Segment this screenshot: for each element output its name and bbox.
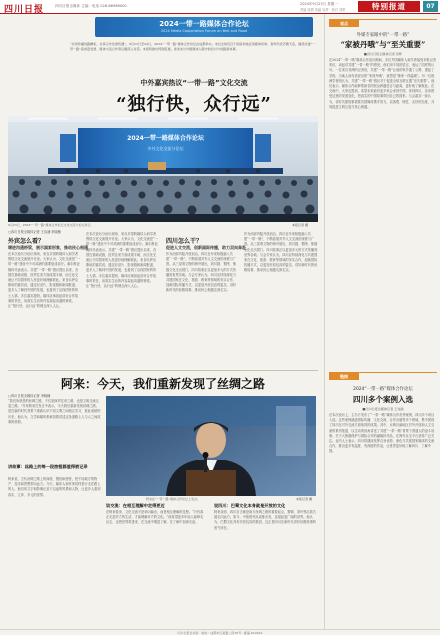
page-number: 07 [423,1,438,12]
sidebar-byline-2: ■四川日报全媒体记者 王诗涵 [362,407,404,411]
newspaper-logo: 四川日报 [4,5,45,15]
forum-banner [95,17,313,37]
speaker-photo-credit: 本报记者 摄 [296,497,312,501]
feature-byline: □四川日报全媒体记者 李晓楠 [8,394,51,398]
sidebar-column [324,14,440,635]
section1-body-col2: 在本次论坛分论坛现场，来自多国的媒体人和学者围绕文化交流展开讨论。大家认为，文化交流是“一带一路”建设中不可或缺的重要组成部分。塞尔维亚媒体代表表示，共建“一带一路”倡议提出以来，各国在基础设施、经贸往来方面成果丰硕，而文化交流让不同国家的人民更好地理解彼此。来自哈萨克斯坦的嘉宾说，通过纪录片、影视剧和新闻报道，更多人了解到中国的发展，也看到了沿线国家的风土人情。多位嘉宾提到，媒体应承担起讲好合作故事的责任，用真实生动的内容架起沟通的桥梁，让“独行快，众行远”的理念深入人心。 [86,232,158,289]
section1-subheading: 增进沟通桥梁，展示国家形象，推动民心相通 [8,245,88,250]
header-info: 四川日报全媒体 主编 · 电话 028-86968000 [55,4,127,8]
editor-credits: 责编 周倩 美编 吴梦 · 校对 刘思 [300,8,346,12]
feature-body-a: 阿来说，古代丝绸之路上的商旅、僧侣和使者，把不同地方的物产、技术和思想带向远方。今天，媒体人和作家同样是行走在路上的人，他们用文字和影像记录下沿途的风景和人物，让更多人看到真实、立体、多元的世界。 [8,477,101,497]
issue-date: 2024年9月23日 星期一 [300,1,338,6]
sidebar-title-1: “家被丹哦”与“至关重要” [340,40,426,49]
sidebar-tag-opinion: 观点 [329,20,359,27]
forum-photo [8,116,318,222]
feature-subhead-b: 谈交流：在相互理解中走得更近 [106,503,165,508]
page-footer: 四川日报社出版 · 地址：成都市红星路二段70号 · 邮编 610012 [0,629,440,635]
sidebar-byline-1: ■四川日报全媒体记者 吴梦 [364,52,402,56]
forum-scene-illustration [8,116,318,222]
sidebar-kicker-2: 2024“一带一路”媒体合作论坛 [353,387,413,392]
section-divider [8,370,318,371]
section2-body-col1: 作为西部内陆开放前沿，四川近年来积极融入共建“一带一路”，不断拓展对外人文交流的深度与广度。从三星堆文物的海外展出，到川剧、蜀绣、熊猫文化走出国门，四川故事正以更加多元的方式传播到世界各地。与会专家认为，四川应持续深化与共建国家在文化、旅游、教育等领域的务实合作，创新国际传播方式，以更加开放包容的姿态，讲好新时代的丝路故事，推动民心相通走深走实。 [166,252,237,293]
section2-heading: 四川怎么干？ [166,238,203,245]
section-label: 特别报道 [358,1,420,12]
feature-subhead-a: 讲故事：丝路上的每一段旅程都值得被记录 [8,464,88,469]
section2-subheading: 促进人文交流，创新国际传播，助力双向奔赴 [166,245,246,250]
section1-heading: 外宾怎么看？ [8,238,45,245]
speaker-photo [106,396,316,496]
speaker-illustration [106,396,316,496]
banner-subtitle: 2024 Media Cooperation Forum on Belt and Road [160,29,248,33]
screen-title: 2024一带一路媒体合作论坛 [127,135,204,142]
page-header [0,0,440,14]
feature-body-b: 在阿来看来，文化交流不是单向输出，而是相互理解的过程。“只有真正走进对方的生活，才能理解对方的文化。”他希望更多年轻人能够走出去，也把世界带进来，在交流中增进了解，在了解中加深友谊。 [106,510,204,525]
main-headline: “独行快，众行远” [116,94,272,115]
sidebar-kicker-1: 外媒专家眼中的“一带一路” [356,33,410,38]
feature-headline: 阿来：今天，我们重新发现了丝绸之路 [60,377,265,391]
sidebar-body-2: 在本次论坛上，主办方发布了“一带一路”媒体合作优秀案例，四川多个项目入选。这些案例涵盖国际传播、文化交流、合作出版等多个领域，集中展现了四川在对外交流方面取得的成果。其中，反映川渝地区对外开放和人文交流的系列报道，以生动的视角讲述了共建“一带一路”背景下普通人的奋斗故事；关于大熊猫保护与国际合作的融媒体作品，在海外社交平台获得广泛关注。业内人士表示，四川将继续发挥自身优势，深化与共建国家媒体的交流合作，推出更多有温度、有深度的作品，让世界更好地了解四川、了解中国。 [329,413,435,454]
byline: □四川日报全媒体记者 王诗涵 李晓楠 [8,230,61,234]
section1-body-col1: 在本次论坛分论坛现场，来自多国的媒体人和学者围绕文化交流展开讨论。大家认为，文化交流是“一带一路”建设中不可或缺的重要组成部分。塞尔维亚媒体代表表示，共建“一带一路”倡议提出以来，各国在基础设施、经贸往来方面成果丰硕，而文化交流让不同国家的人民更好地理解彼此。来自哈萨克斯坦的嘉宾说，通过纪录片、影视剧和新闻报道，更多人了解到中国的发展，也看到了沿线国家的风土人情。多位嘉宾提到，媒体应承担起讲好合作故事的责任，用真实生动的内容架起沟通的桥梁，让“独行快，众行远”的理念深入人心。 [8,252,80,309]
banner-title: 2024一带一路媒体合作论坛 [159,20,249,28]
screen-subtitle: 中外文化交流分论坛 [147,146,184,151]
feature-body-c: 阿来谈到，四川自古就是南方丝绸之路的重要起点，蜀锦、茶叶等沿着古道走向远方。如今，中欧班列从成都出发，连接起更广阔的世界。他认为，巴蜀文化具有开放包容的基因，这正是四川在新时代讲好丝路故事的底气所在。 [214,510,316,530]
sidebar-tag-link: 链接 [329,373,359,380]
intro-paragraph: “共同传播丝路精彩，共享合作发展机遇”。9月23日至24日，2024“一带一路”媒体合作论坛在成都举办。来自全球近百个国家和地区的媒体机构、智库代表齐聚天府，围绕共建“一带一路”高质量发展、媒体交流合作等议题深入对话。本报特推出特别报道，讲述来川外国媒体人眼中的四川与丝路新故事。 [70,42,316,51]
photo-credit: 本报记者 摄 [292,223,308,227]
main-kicker: 中外嘉宾热议“一带一路”文化交流 [140,79,248,87]
feature-subhead-c: 说四川：巴蜀文化本身就是开放的文化 [214,503,286,508]
sidebar-title-2: 四川多个案例入选 [353,395,413,404]
section2-body-col2: 作为西部内陆开放前沿，四川近年来积极融入共建“一带一路”，不断拓展对外人文交流的深度与广度。从三星堆文物的海外展出，到川剧、蜀绣、熊猫文化走出国门，四川故事正以更加多元的方式传播到世界各地。与会专家认为，四川应持续深化与共建国家在文化、旅游、教育等领域的务实合作，创新国际传播方式，以更加开放包容的姿态，讲好新时代的丝路故事，推动民心相通走深走实。 [244,232,318,273]
photo-caption: 9月23日，2024“一带一路”媒体合作论坛文化交流分论坛举行。 [8,223,94,227]
sidebar-body-1: 在2024“一带一路”媒体合作论坛期间，多位外国媒体人和学者接受本报记者采访，谈起对共建“一带一路”的感受。他们用不同的语言，表达了同样的认可。一位来自非洲的记者说，共建“一带一路”让他的家乡通了公路、建起了学校，当地人用母语说出的“家被丹哦”，意思是“像家一样温暖”。另一位欧洲学者则认为，共建“一带一路”倡议对于促进全球互联互通“至关重要”。他们表示，媒体合作能够帮助各国民众跨越语言与距离，更好地了解彼此。在交流中，大家也提到，希望未来能有更多机会来到中国、来到四川，亲身感受这里的发展变化，把真实的中国故事带回自己的国家。与会嘉宾一致认为，讲好共建故事需要各国媒体携手努力，以客观、理性、友好的态度，共同促进文明互鉴与民心相通。 [329,58,436,109]
speaker-photo-caption: 阿来在“一带一路”媒体合作论坛上发言。 [146,497,201,501]
feature-intro: “我们所熟悉的丝绸之路，不仅是商贸往来之路，也是文明交流互鉴之路。”作家阿来在发言中表示，今天我们重新发现丝绸之路，是在新的时代背景下重新认识不同文明之间相互学习、彼此成就的历史。他认为，文学和媒体都承担着讲述这条道路上人与人之间故事的使命。 [8,399,101,424]
